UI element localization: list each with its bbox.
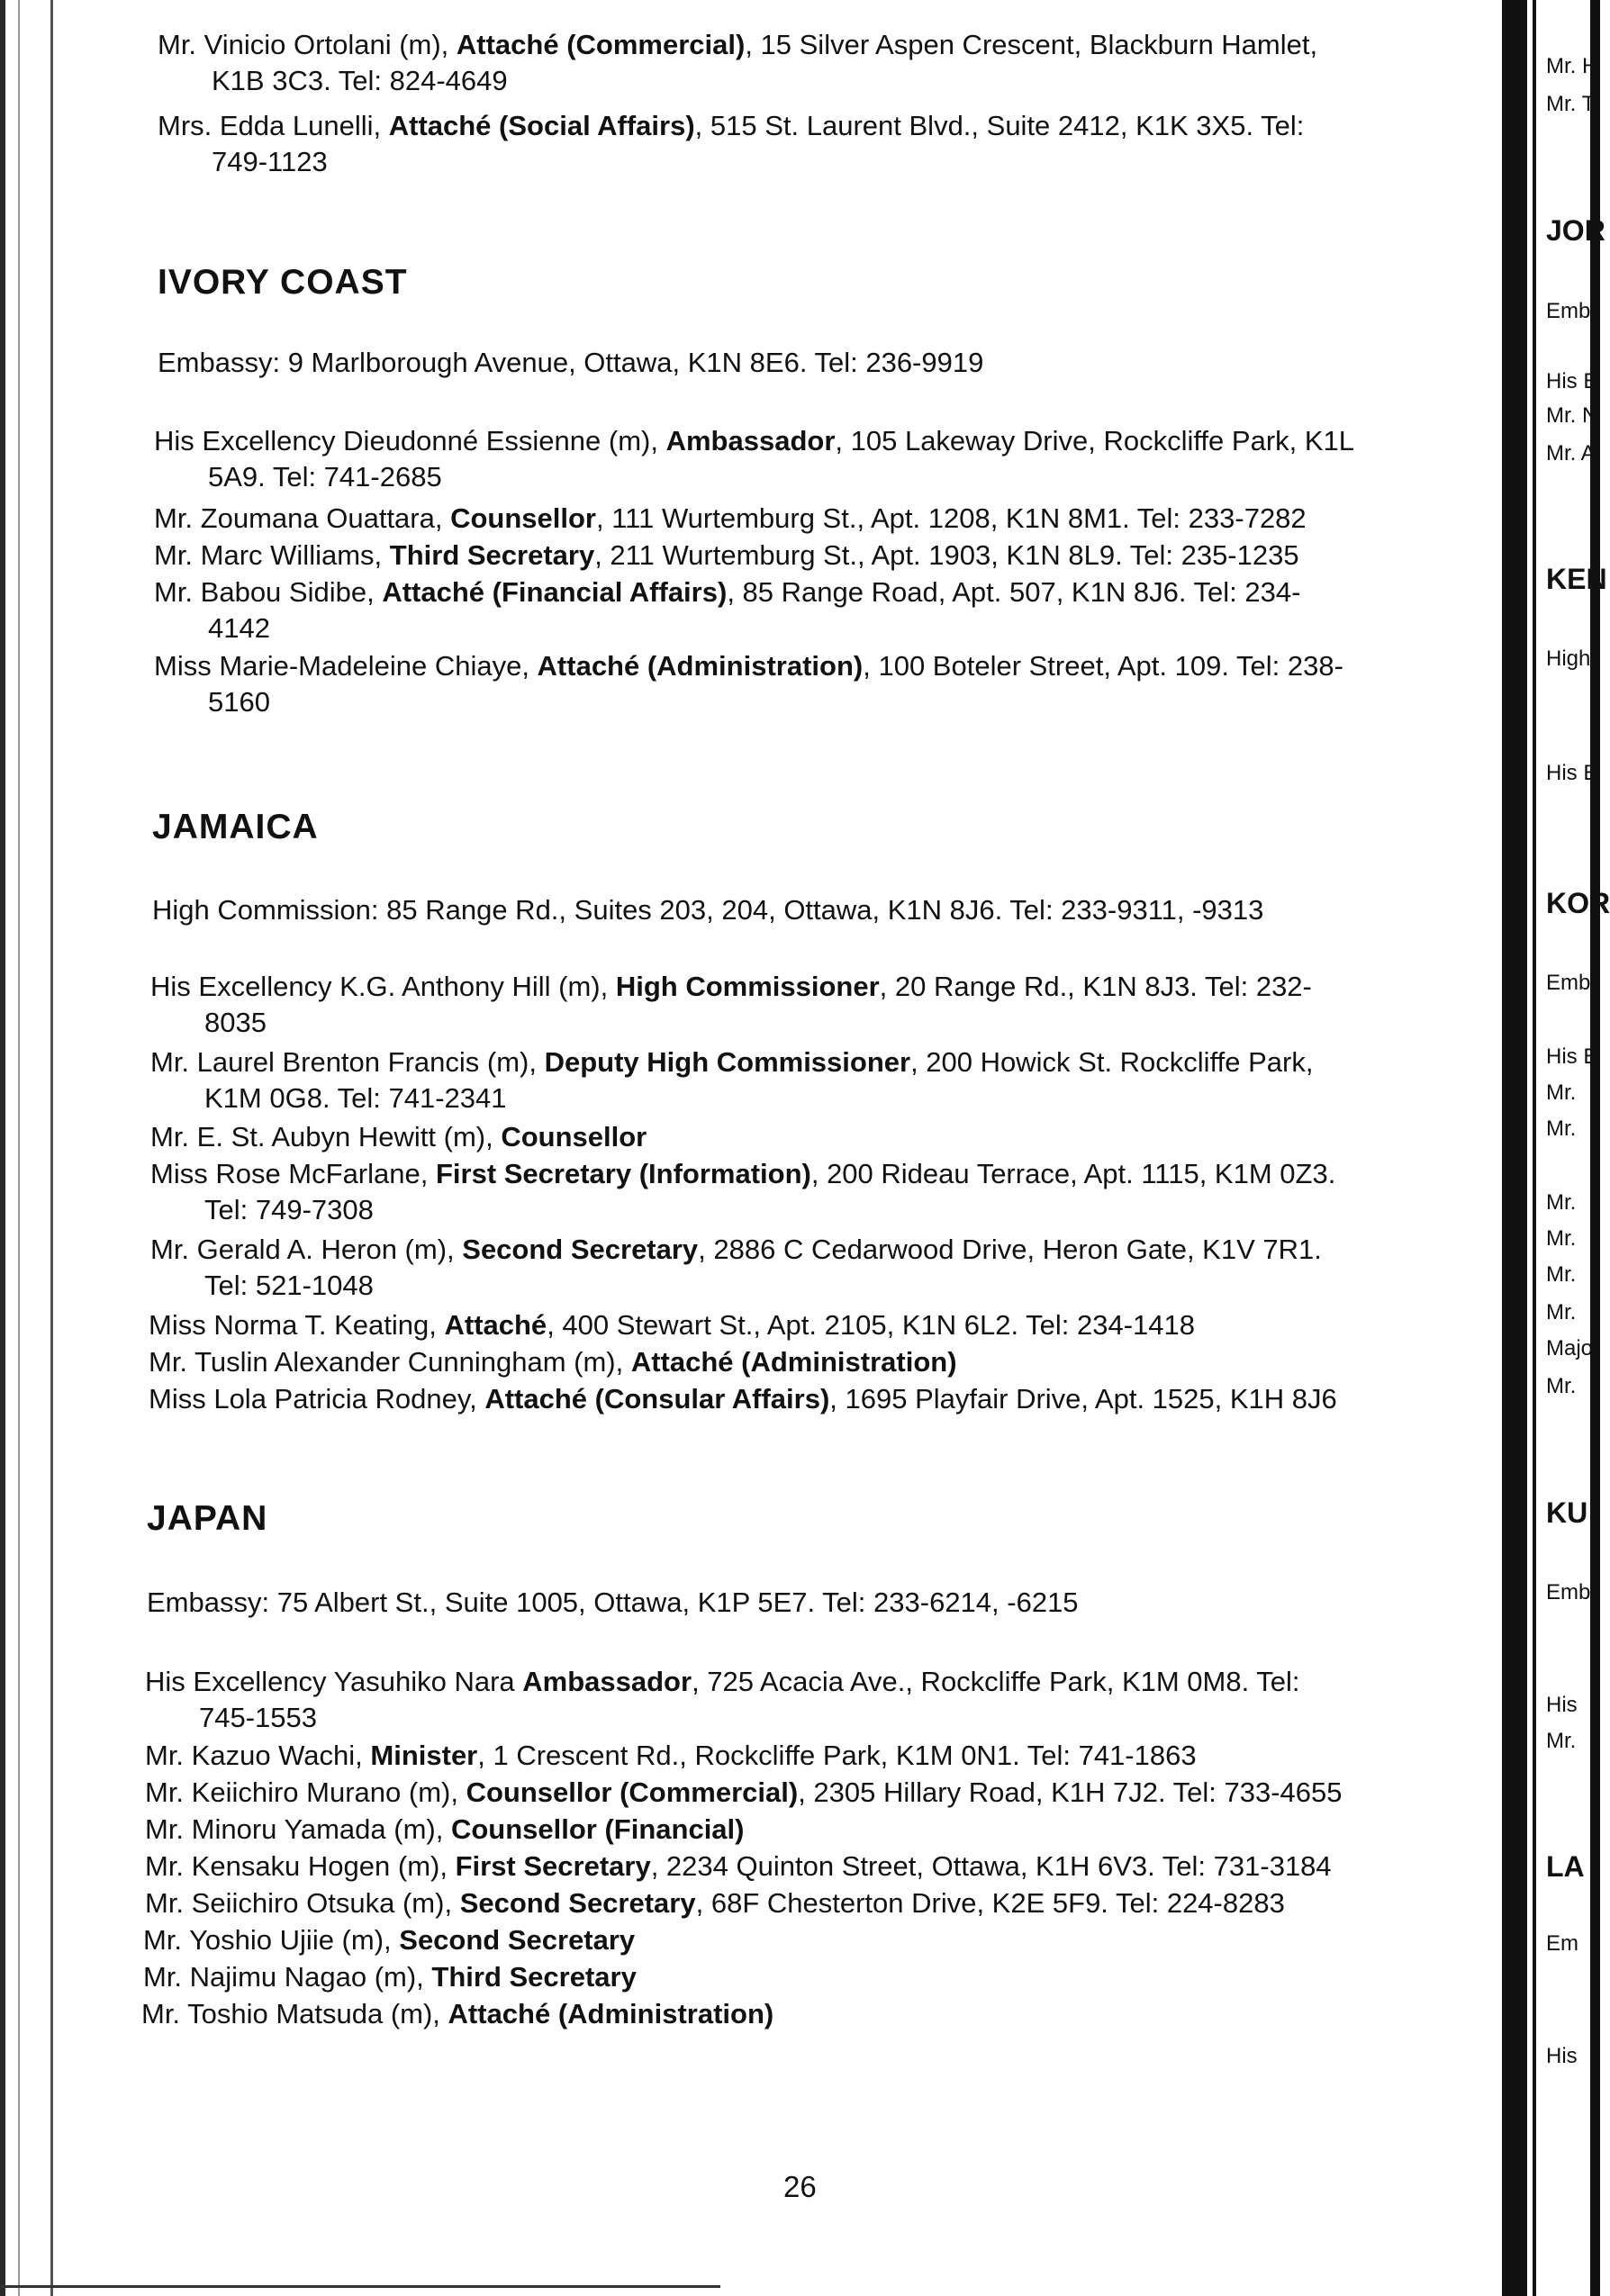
embassy-address: Embassy: 9 Marlborough Avenue, Ottawa, K1N 8E6. Tel: 236-9919: [158, 347, 984, 378]
list-item: Mr. Zoumana Ouattara, Counsellor, 111 Wurtemburg St., Apt. 1208, K1N 8M1. Tel: 233-7282: [154, 502, 1307, 534]
list-item: Em: [1546, 1931, 1578, 1956]
scan-bottom-line: [0, 2285, 720, 2288]
list-item: Mr.: [1546, 1080, 1577, 1105]
scan-line-left: [18, 0, 20, 2296]
list-item: His Excellency Dieudonné Essienne (m), Ambassador, 105 Lakeway Drive, Rockcliffe Park, K1L 5A9. Tel: 741-2685: [154, 425, 1355, 493]
list-item: Mr.: [1546, 1226, 1577, 1251]
country-heading: KOR: [1546, 887, 1610, 919]
binding-edge-right: [1502, 0, 1527, 2296]
binding-edge-right-inner: [1533, 0, 1536, 2296]
list-item: Mr. E. St. Aubyn Hewitt (m), Counsellor: [150, 1121, 647, 1153]
list-item: Mr. Gerald A. Heron (m), Second Secretary, 2886 C Cedarwood Drive, Heron Gate, K1V 7R1. Tel: 521-1048: [150, 1234, 1322, 1301]
high-commission-address: High Commission: 85 Range Rd., Suites 203, 204, Ottawa, K1N 8J6. Tel: 233-9311, -9313: [152, 894, 1264, 926]
list-item: Mr. Vinicio Ortolani (m), Attaché (Commercial), 15 Silver Aspen Crescent, Blackburn Hamlet, K1B 3C3. Tel: 824-4649: [158, 29, 1318, 96]
list-item: Mr. T: [1546, 92, 1596, 116]
list-item: Mr. Najimu Nagao (m), Third Secretary: [143, 1961, 637, 1993]
list-item: Mr. Babou Sidibe, Attaché (Financial Affairs), 85 Range Road, Apt. 507, K1N 8J6. Tel: 234- 4142: [154, 576, 1301, 644]
list-item: His: [1546, 2044, 1578, 2068]
list-item: Mr. Toshio Matsuda (m), Attaché (Administration): [141, 1998, 774, 2029]
binding-edge-left-inner: [50, 0, 53, 2296]
list-item: Miss Lola Patricia Rodney, Attaché (Consular Affairs), 1695 Playfair Drive, Apt. 1525, K1H 8J6: [149, 1383, 1337, 1415]
list-item: Mr.: [1546, 1262, 1577, 1287]
list-item: His E: [1546, 369, 1598, 393]
list-item: His E: [1546, 1044, 1598, 1069]
list-item: Mr.: [1546, 1300, 1577, 1324]
list-item: Mr. Yoshio Ujiie (m), Second Secretary: [143, 1924, 636, 1956]
list-item: Mr. Marc Williams, Third Secretary, 211 Wurtemburg St., Apt. 1903, K1N 8L9. Tel: 235-1235: [154, 539, 1299, 571]
country-heading: LA: [1546, 1850, 1585, 1883]
list-item: Mr.: [1546, 1729, 1577, 1753]
list-item: Mr.: [1546, 1374, 1577, 1398]
list-item: Emb: [1546, 299, 1591, 323]
list-item: Emb: [1546, 1580, 1591, 1604]
list-item: Mr. Laurel Brenton Francis (m), Deputy High Commissioner, 200 Howick St. Rockcliffe Park, K1M 0G8. Tel: 741-2341: [150, 1046, 1314, 1114]
list-item: Mr. N: [1546, 403, 1598, 428]
list-item: Mr. Kazuo Wachi, Minister, 1 Crescent Rd., Rockcliffe Park, K1M 0N1. Tel: 741-1863: [145, 1740, 1197, 1771]
country-heading: JOR: [1546, 214, 1605, 247]
embassy-address: Embassy: 75 Albert St., Suite 1005, Ottawa, K1P 5E7. Tel: 233-6214, -6215: [147, 1586, 1079, 1618]
list-item: Mr. A: [1546, 441, 1596, 466]
list-item: Miss Marie-Madeleine Chiaye, Attaché (Administration), 100 Boteler Street, Apt. 109. Tel: 238- 5160: [154, 650, 1343, 718]
list-item: Mr.: [1546, 1190, 1577, 1215]
country-heading-japan: JAPAN: [147, 1499, 268, 1538]
list-item: Miss Norma T. Keating, Attaché, 400 Stewart St., Apt. 2105, K1N 6L2. Tel: 234-1418: [149, 1309, 1195, 1341]
list-item: Majo: [1546, 1336, 1594, 1360]
binding-edge-far-right: [1590, 0, 1600, 2296]
country-heading-ivory-coast: IVORY COAST: [158, 263, 408, 302]
list-item: Mr. H: [1546, 54, 1598, 78]
list-item: Miss Rose McFarlane, First Secretary (Information), 200 Rideau Terrace, Apt. 1115, K1M 0Z3. Tel: 749-7308: [150, 1158, 1336, 1225]
page-number: 26: [783, 2170, 817, 2203]
list-item: Mr. Kensaku Hogen (m), First Secretary, 2234 Quinton Street, Ottawa, K1H 6V3. Tel: 731-3184: [145, 1850, 1332, 1882]
country-heading: KEN: [1546, 563, 1607, 595]
country-heading: KU: [1546, 1496, 1588, 1529]
list-item: Mr.: [1546, 1116, 1577, 1141]
country-heading-jamaica: JAMAICA: [152, 808, 319, 846]
list-item: His Excellency Yasuhiko Nara Ambassador, 725 Acacia Ave., Rockcliffe Park, K1M 0M8. Tel: 745-1553: [145, 1666, 1300, 1733]
list-item: His Excellency K.G. Anthony Hill (m), High Commissioner, 20 Range Rd., K1N 8J3. Tel: 232- 8035: [150, 971, 1312, 1038]
list-item: Mrs. Edda Lunelli, Attaché (Social Affairs), 515 St. Laurent Blvd., Suite 2412, K1K 3X5. Tel: 749-1123: [158, 110, 1305, 177]
list-item: Emb: [1546, 971, 1591, 995]
list-item: Mr. Minoru Yamada (m), Counsellor (Financial): [145, 1813, 745, 1845]
binding-edge-left: [0, 0, 5, 2296]
list-item: Mr. Seiichiro Otsuka (m), Second Secretary, 68F Chesterton Drive, K2E 5F9. Tel: 224-8283: [145, 1887, 1285, 1919]
list-item: His: [1546, 1693, 1578, 1717]
list-item: Mr. Keiichiro Murano (m), Counsellor (Commercial), 2305 Hillary Road, K1H 7J2. Tel: 733-4655: [145, 1776, 1343, 1808]
list-item: High: [1546, 646, 1591, 671]
list-item: His E: [1546, 761, 1598, 785]
list-item: Mr. Tuslin Alexander Cunningham (m), Attaché (Administration): [149, 1346, 957, 1378]
next-page-column: [1544, 0, 1610, 2296]
